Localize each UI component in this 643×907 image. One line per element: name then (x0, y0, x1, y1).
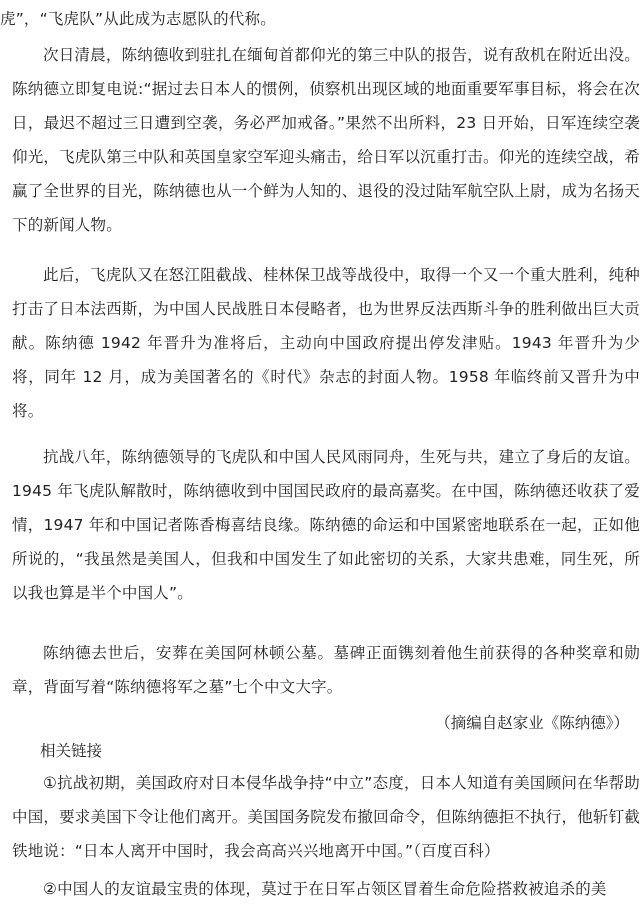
paragraph-burial: 陈纳德去世后，安葬在美国阿林顿公墓。墓碑正面镌刻着他生前获得的各种奖章和勋章，背面写着“陈纳德将军之墓”七个中文大字。 (12, 644, 640, 696)
paragraph-victories: 此后，飞虎队又在怒江阻截战、桂林保卫战等战役中，取得一个又一个重大胜利，纯种打击了日本法西斯，为中国人民战胜日本侵略者，也为世界反法西斯斗争的胜利做出巨大贡献。陈纳德 1942 年晋升为准将后，主动向中国政府提出停发津贴。1943 年晋升为少将，同年 12 月，成为美国著名的《时代》杂志的封面人物。1958 年临终前又晋升为中将。 (12, 266, 641, 420)
paragraph-rangoon: 次日清晨，陈纳德收到驻扎在缅甸首都仰光的第三中队的报告，说有敌机在附近出没。陈纳德立即复电说:“据过去日本人的惯例，侦察机出现区域的地面重要军事目标，将会在次日，最迟不超过三日遭到空袭，务必严加戒备。”果然不出所料，23 日开始，日军连续空袭仰光，飞虎队第三中队和英国皇家空军迎头痛击，给日军以沉重打击。仰光的连续空战，希赢了全世界的目光，陈纳德也从一个鲜为人知的、退役的没过陆军航空队上尉，成为名扬天下的新闻人物。 (12, 46, 641, 234)
source-citation: （摘编自赵家业《陈纳德》） (435, 714, 629, 732)
paragraph-intro-tail: 虎”，“飞虎队”从此成为志愿队的代称。 (0, 10, 276, 28)
related-links-heading: 相关链接 (40, 742, 103, 760)
related-link-2: ②中国人的友谊最宝贵的体现，莫过于在日军占领区冒着生命危险搭救被追杀的美 (43, 880, 607, 898)
related-link-1: ①抗战初期，美国政府对日本侵华战争持“中立”态度，日本人知道有美国顾问在华帮助中国，要求美国下令让他们离开。美国国务院发布撤回命令，但陈纳德拒不执行，他斩钉截铁地说：“日本人离开中国时，我会高高兴兴地离开中国。”（百度百科） (12, 774, 641, 860)
paragraph-friendship: 抗战八年，陈纳德领导的飞虎队和中国人民风雨同舟，生死与共，建立了身后的友谊。1945 年飞虎队解散时，陈纳德收到中国国民政府的最高嘉奖。在中国，陈纳德还收获了爱情，1947 年和中国记者陈香梅喜结良缘。陈纳德的命运和中国紧密地联系在一起，正如他所说的，“我虽然是美国人，但我和中国发生了如此密切的关系，大家共患难，同生死，所以我也算是半个中国人”。 (12, 448, 640, 602)
